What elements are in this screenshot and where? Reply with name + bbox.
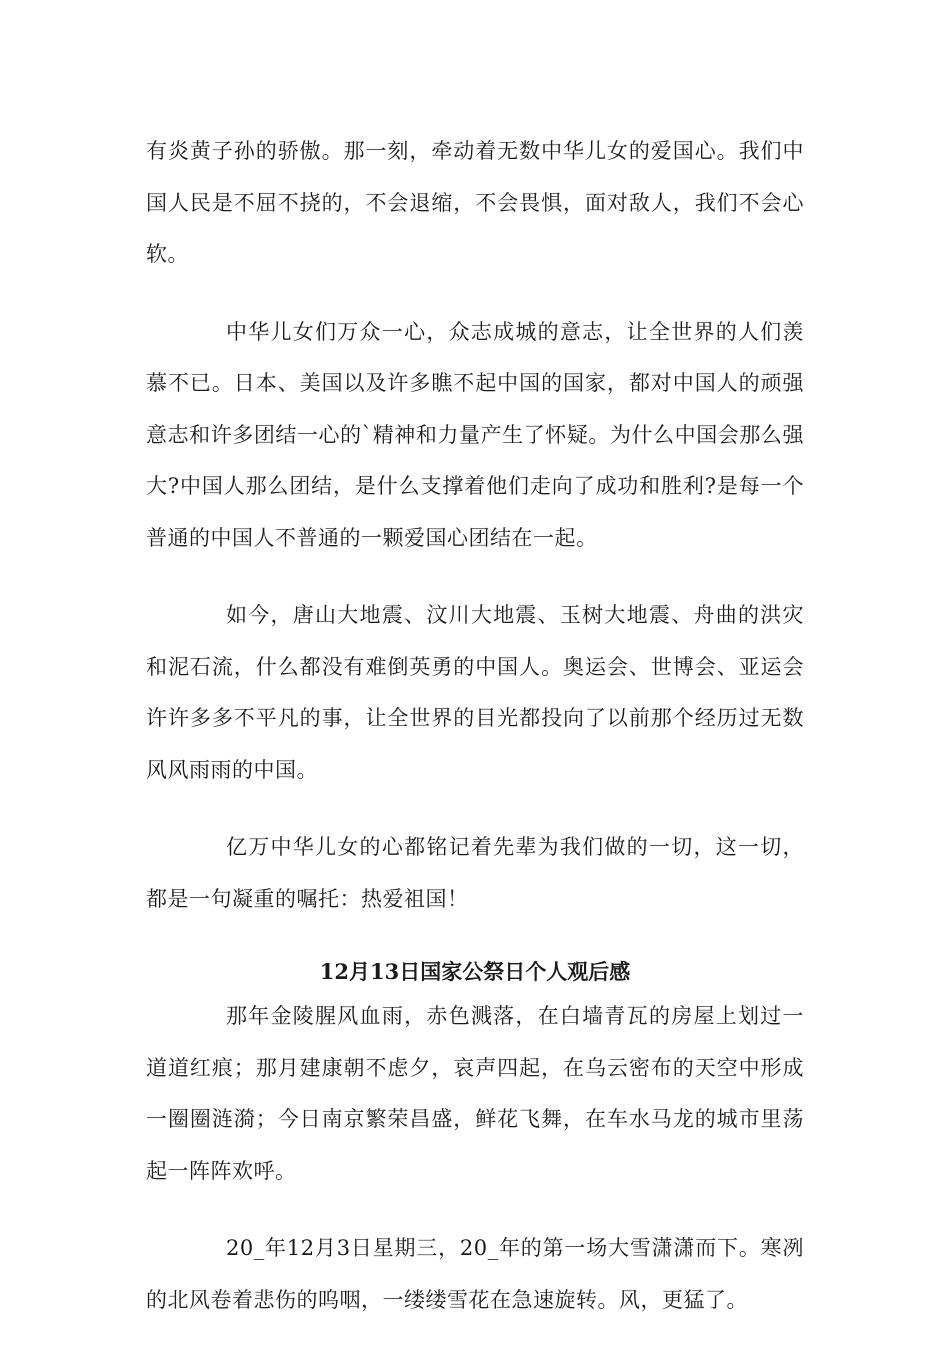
paragraph-3: 如今，唐山大地震、汶川大地震、玉树大地震、舟曲的洪灾和泥石流，什么都没有难倒英勇的中国人。奥运会、世博会、亚运会许许多多不平凡的事，让全世界的目光都投向了以前那个经历过无数风风雨雨的中国。: [146, 603, 804, 782]
paragraph-4: 亿万中华儿女的心都铭记着先辈为我们做的一切，这一切，都是一句凝重的嘱托：热爱祖国！: [146, 835, 804, 911]
paragraph-2: 中华儿女们万众一心，众志成城的意志，让全世界的人们羡慕不已。日本、美国以及许多瞧不起中国的国家，都对中国人的顽强意志和许多团结一心的`精神和力量产生了怀疑。为什么中国会那么强大?中国人那么团结，是什么支撑着他们走向了成功和胜利?是每一个普通的中国人不普通的一颗爱国心团结在一起。: [146, 319, 804, 550]
section-title: 12月13日国家公祭日个人观后感: [319, 959, 631, 984]
document-body: [146, 126, 804, 1352]
paragraph-6: 20_年12月3日星期三，20_年的第一场大雪潇潇而下。寒冽的北风卷着悲伤的呜咽，一缕缕雪花在急速旋转。风，更猛了。: [146, 1236, 804, 1312]
paragraph-1: 有炎黄子孙的骄傲。那一刻，牵动着无数中华儿女的爱国心。我们中国人民是不屈不挠的，不会退缩，不会畏惧，面对敌人，我们不会心软。: [146, 139, 804, 266]
paragraph-5: 那年金陵腥风血雨，赤色溅落，在白墙青瓦的房屋上划过一道道红痕；那月建康朝不虑夕，哀声四起，在乌云密布的天空中形成一圈圈涟漪；今日南京繁荣昌盛，鲜花飞舞，在车水马龙的城市里荡起一阵阵欢呼。: [146, 1004, 804, 1183]
